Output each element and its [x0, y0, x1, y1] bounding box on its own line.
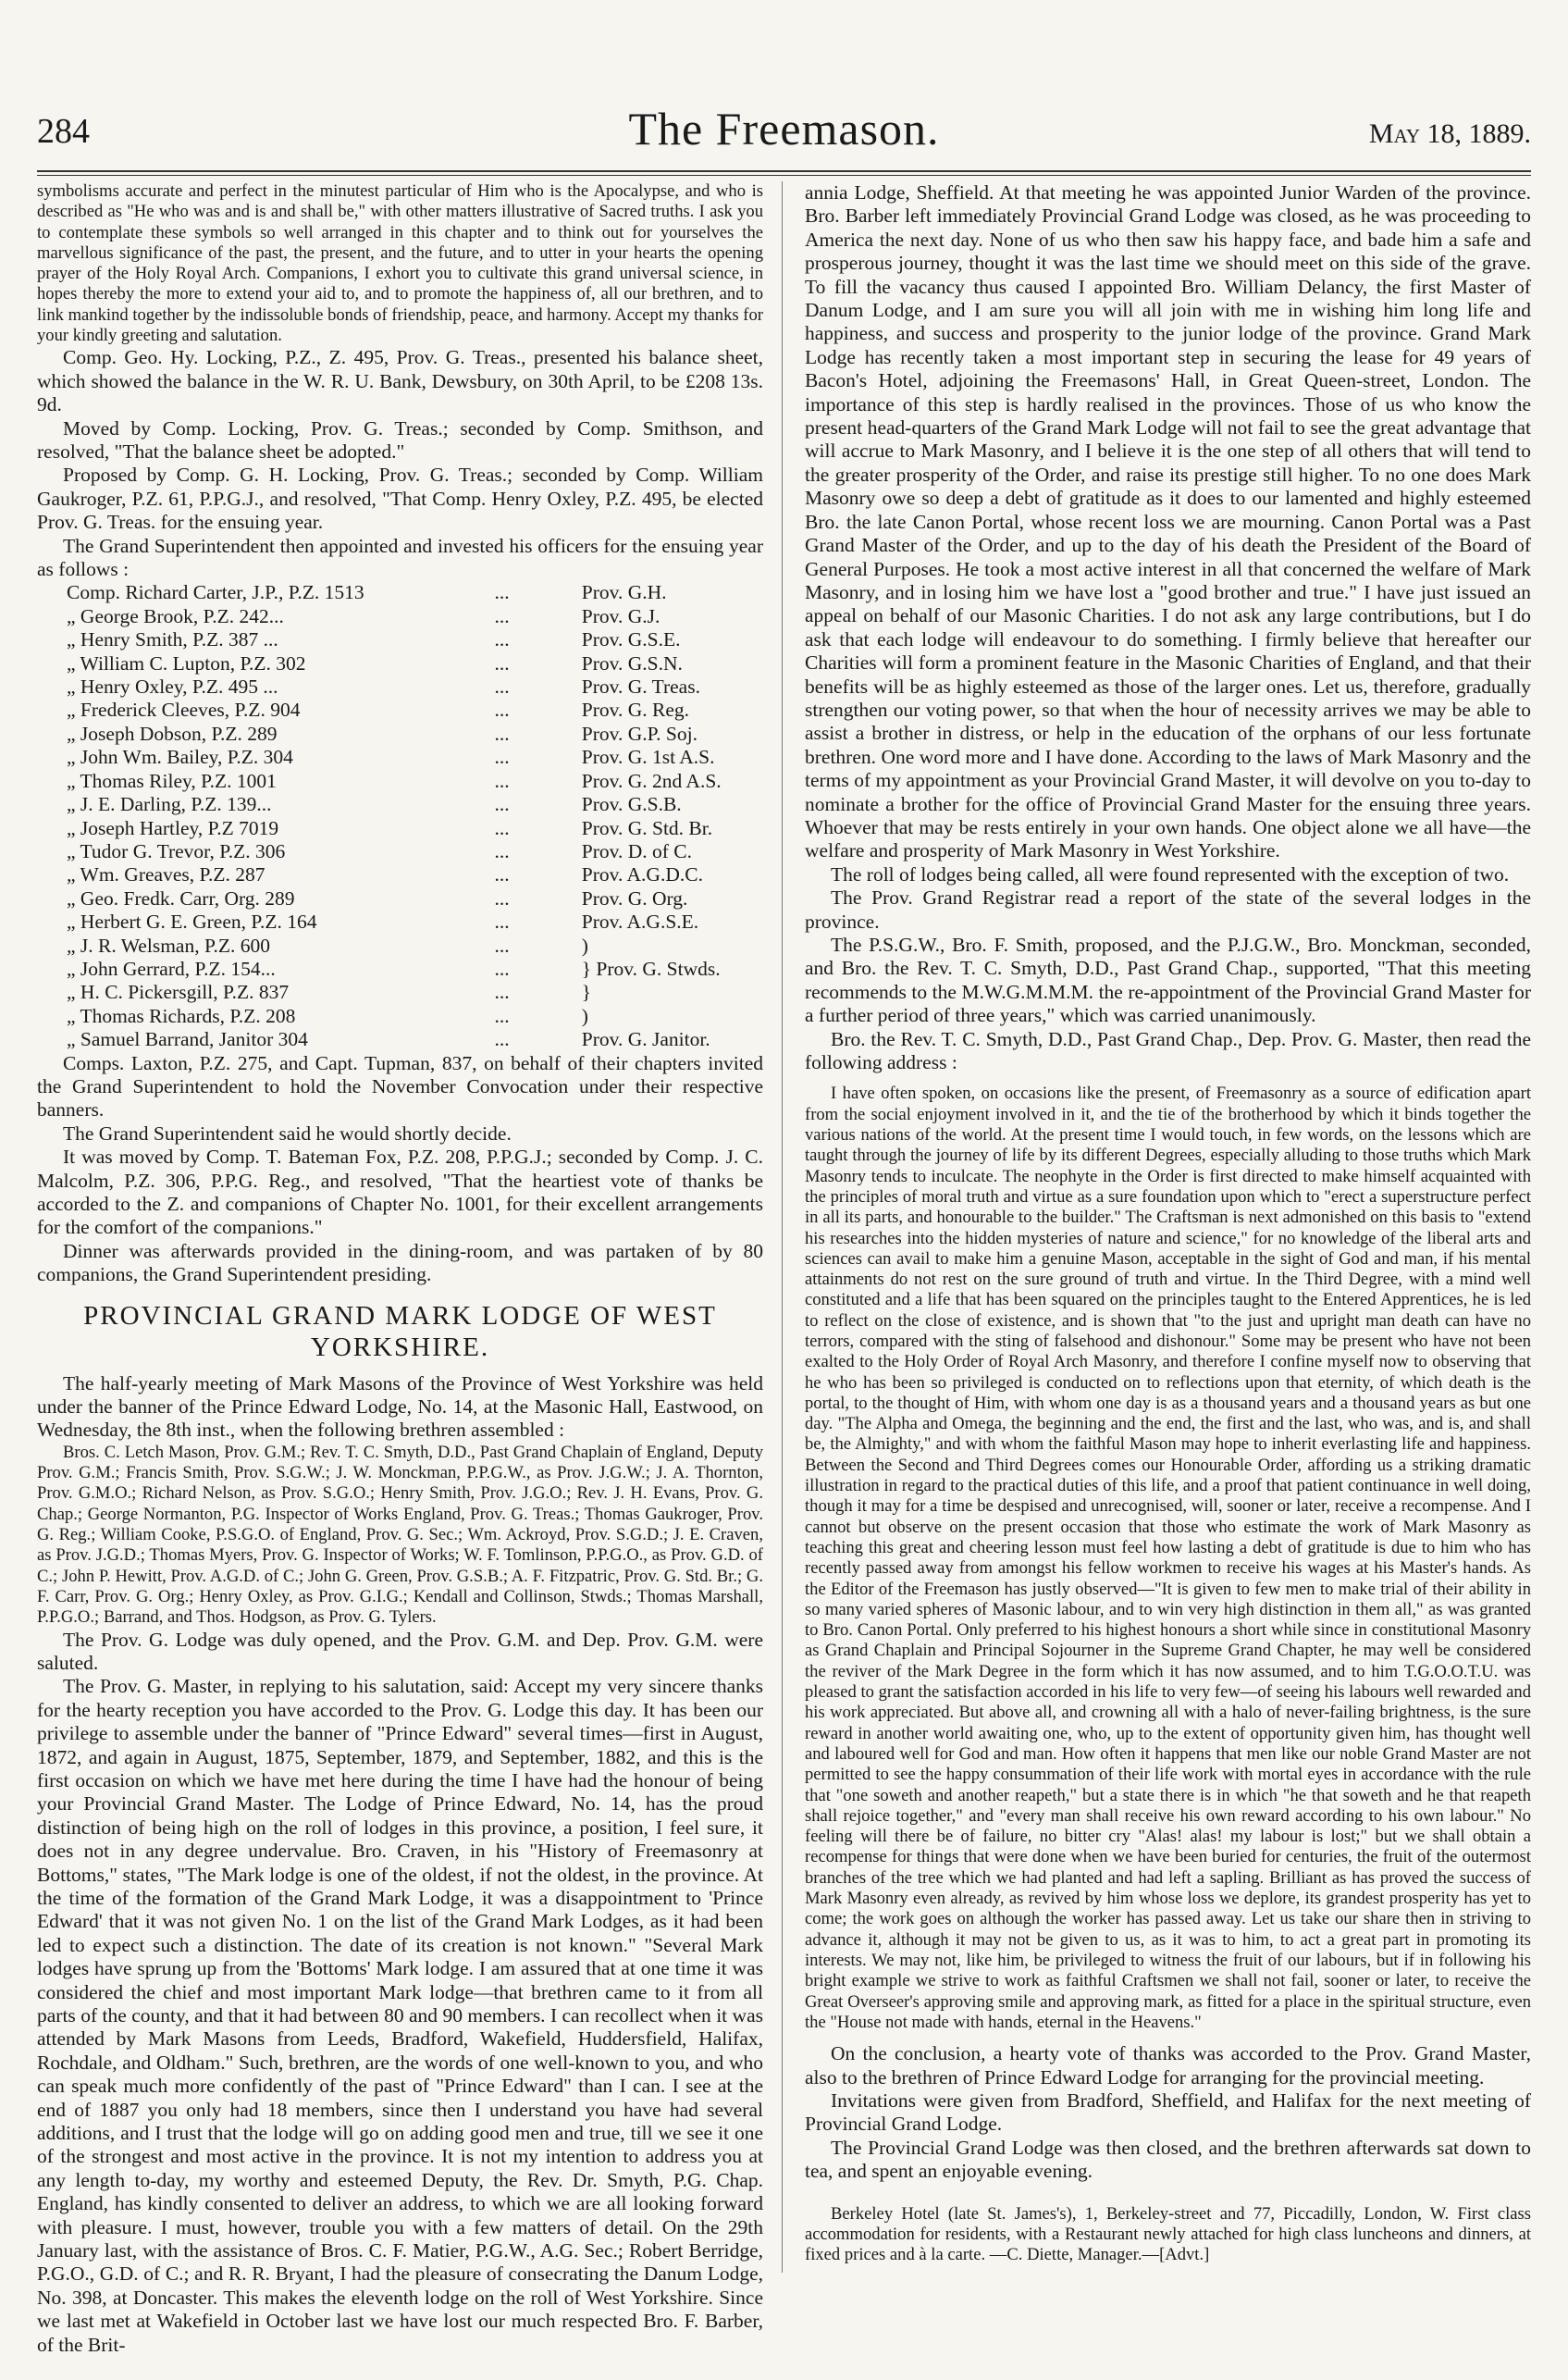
- officer-name: „ William C. Lupton, P.Z. 302: [67, 651, 306, 675]
- officer-name: „ Joseph Dobson, P.Z. 289: [67, 722, 278, 745]
- officer-row: [37, 793, 763, 816]
- right-column: [805, 181, 1531, 2265]
- officer-leader: ...: [494, 816, 510, 839]
- officer-name: „ John Gerrard, P.Z. 154...: [67, 957, 276, 980]
- officer-leader: ...: [494, 676, 510, 699]
- officer-office: } Prov. G. Stwds.: [581, 957, 721, 980]
- officer-leader: ...: [494, 934, 510, 957]
- paragraph: It was moved by Comp. T. Bateman Fox, P.Z. 208, P.P.G.J.; seconded by Comp. J. C. Malcolm, P.Z. 306, P.P.G. Reg., and resolved, "That the heartiest vote of thanks be accorded to the Z. and companions of Chapter No. 1001, for their excellent arrangements for the comfort of the companions.": [37, 1146, 763, 1239]
- officer-leader: ...: [494, 604, 510, 627]
- officer-leader: ...: [494, 722, 510, 745]
- officer-name: „ Geo. Fredk. Carr, Org. 289: [67, 886, 295, 910]
- officer-name: „ J. R. Welsman, P.Z. 600: [67, 934, 271, 957]
- header-rule-thin: [37, 175, 1531, 176]
- officer-row: [37, 723, 763, 746]
- officer-office: Prov. G. Janitor.: [581, 1028, 710, 1051]
- officer-office: Prov. G. Treas.: [581, 676, 700, 699]
- paragraph: The Prov. G. Master, in replying to his salutation, said: Accept my very sincere thanks for the hearty reception you have accorded to the Prov. G. Lodge this day. It has been our privilege to assemble under the banner of "Prince Edward" several times—first in August, 1872, and again in August, 1875, September, 1879, and September, 1882, and this is the first occasion on which we have met here during the time I have had the honour of being your Provincial Grand Master. The Lodge of Prince Edward, No. 14, has the proud distinction of being high on the roll of lodges in this province, a position, I feel sure, it does not in any degree undervalue. Bro. Craven, in his "History of Freemasonry at Bottoms," states, "The Mark lodge is one of the oldest, if not the oldest, in the province. At the time of the formation of the Grand Mark Lodge, it was a disappointment to 'Prince Edward' that it was not given No. 1 on the list of the Grand Mark Lodges, as it had been led to expect such a distinction. The date of its creation is not known." "Several Mark lodges have sprung up from the 'Bottoms' Mark lodge. I am assured that at one time it was considered the chief and most important Mark lodge—that brethren came to it from all parts of the county, and that it had between 80 and 90 members. I can recollect when it was attended by Mark Masons from Leeds, Bradford, Wakefield, Huddersfield, Halifax, Rochdale, and Oldham." Such, brethren, are the words of one well-known to you, and who can speak much more confidently of the past of "Prince Edward" than I can. I see at the end of 1887 you only had 18 members, since then I understand you have had several additions, and I trust that the lodge will go on adding good men and true, till we see it one of the strongest and most active in the province. It is not my intention to address you at any length to-day, my worthy and esteemed Deputy, the Rev. Dr. Smyth, P.G. Chap. England, has kindly consented to deliver an address, to which we are all looking forward with pleasure. I must, however, trouble you with a few matters of detail. On the 29th January last, with the assistance of Bros. C. F. Matier, P.G.W., A.G. Sec.; Robert Berridge, P.G.O., G.D. of C.; and R. R. Bryant, I had the pleasure of consecrating the Danum Lodge, No. 398, at Doncaster. This makes the eleventh lodge on the roll of West Yorkshire. Since we last met at Wakefield in October last we have lost our much respected Bro. F. Barber, of the Brit-: [37, 1675, 763, 2356]
- officer-row: [37, 1005, 763, 1028]
- paragraph: On the conclusion, a hearty vote of thanks was accorded to the Prov. Grand Master, also to the brethren of Prince Edward Lodge for arranging for the provincial meeting.: [805, 2042, 1531, 2089]
- page-number: 284: [37, 112, 90, 151]
- intro-text: symbolisms accurate and perfect in the minutest particular of Him who is the Apocalypse, and who is described as "He who was and is and shall be," with other matters illustrative of Sacred truths. I ask you to contemplate these symbols so well arranged in this chapter and to think out for yourselves the marvellous significance of the past, the present, and the future, and to utter in your hearts the opening prayer of the Holy Royal Arch. Companions, I exhort you to cultivate this grand universal science, in hopes thereby the more to extend your aid to, and to promote the happiness of, all our brethren, and to link mankind together by the indissoluble bonds of friendship, peace, and harmony. Accept my thanks for your kindly greeting and salutation.: [37, 181, 763, 346]
- officer-leader: ...: [494, 863, 510, 886]
- paragraph: Bro. the Rev. T. C. Smyth, D.D., Past Grand Chap., Dep. Prov. G. Master, then read the following address :: [805, 1027, 1531, 1074]
- officer-name: „ Frederick Cleeves, P.Z. 904: [67, 699, 301, 722]
- issue-date: May 18, 1889.: [1368, 118, 1531, 149]
- paragraph: The half-yearly meeting of Mark Masons of the Province of West Yorkshire was held under the banner of the Prince Edward Lodge, No. 14, at the Masonic Hall, Eastwood, on Wednesday, the 8th inst., when the following brethren assembled :: [37, 1371, 763, 1442]
- officer-office: Prov. G. 1st A.S.: [581, 746, 715, 769]
- paragraph: Moved by Comp. Locking, Prov. G. Treas.; seconded by Comp. Smithson, and resolved, "That the balance sheet be adopted.": [37, 416, 763, 463]
- officer-office: Prov. G.J.: [581, 604, 661, 627]
- officer-office: Prov. G.S.N.: [581, 651, 683, 675]
- section-heading: PROVINCIAL GRAND MARK LODGE OF WEST YORKSHIRE.: [83, 1300, 717, 1362]
- officer-office: Prov. A.G.S.E.: [581, 911, 699, 934]
- officer-office: Prov. A.G.D.C.: [581, 863, 703, 886]
- officer-row: [37, 1028, 763, 1051]
- officer-office: Prov. G.P. Soj.: [581, 722, 698, 745]
- officer-leader: ...: [494, 628, 510, 651]
- officer-row: [37, 935, 763, 958]
- officer-leader: ...: [494, 793, 510, 816]
- officer-office: Prov. G.S.E.: [581, 628, 681, 651]
- officer-office: Prov. G. Reg.: [581, 699, 689, 722]
- paragraph: The Prov. Grand Registrar read a report of the state of the several lodges in the province.: [805, 886, 1531, 933]
- address-text: I have often spoken, on occasions like the present, of Freemasonry as a source of edification apart from the social enjoyment involved in it, and the tie of the brotherhood by which it binds together the various nations of the world. At the present time I would touch, in few words, on the lessons which are taught through the journey of life by its different Degrees, especially alluding to those truths which Mark Masonry tends to inculcate. The neophyte in the Order is first directed to make himself acquainted with the principles of moral truth and virtue as a sure foundation upon which to "erect a superstructure perfect in all its parts, and honourable to the builder." The Craftsman is next admonished on this basis to "extend his researches into the hidden mysteries of nature and science," for no knowledge of the liberal arts and sciences can avail to make him a genuine Mason, acceptable in the sight of God and man, if his mental attainments do not rest on the sure ground of truth and virtue. In the Third Degree, with a mind well constituted and a life that has been squared on the principles taught to the Entered Apprentices, he is led to reflect on the close of existence, and is shown that "to the just and upright man death can have no terrors, compared with the sting of falsehood and dishonour." Some may be present who have not been exalted to the Holy Order of Royal Arch Masonry, and therefore I confine myself now to observing that he who has been so privileged is conducted on to reflections upon that eternity, of which death is the portal, to the thought of Him, with whom one day is as a thousand years and a thousand years as but one day. "The Alpha and Omega, the beginning and the end, the first and the last, who was, and is, and shall be, the Almighty," and with whom the faithful Mason may hope to inherit everlasting life and happiness. Between the Second and Third Degrees comes our Honourable Order, affording us a striking dramatic illustration in regard to the practical duties of this life, and a proof that patient continuance in well doing, though it may for a time be despised and unrecognised, will, sooner or later, receive a recompense. And I cannot but observe on the present occasion that those who estimate the work of Mark Masonry as teaching this great and cheering lesson must feel how lasting a debt of gratitude is due to him who has recently passed away from amongst his fellow workmen to receive his wages at his Master's hands. As the Editor of the Freemason has justly observed—"It is given to few men to make trial of their ability in so many varied spheres of Masonic labour, and to win very high distinction in them all," as was granted to Bro. Canon Portal. Only preferred to his highest honours a short while since in constitutional Masonry as Grand Chaplain and Principal Sojourner in the Supreme Grand Chapter, he may well be considered the reviver of the Mark Degree in the form which it has now assumed, and to him T.G.O.O.T.U. was pleased to grant the satisfaction accorded in his life to very few—of seeing his labours well rewarded and his work appreciated. But above all, and crowning all with a halo of never-failing brightness, is the sure reward in another world awaiting one, who, up to the extent of opportunity given him, has thought well and laboured well for God and man. How often it happens that men like our noble Grand Master are not permitted to see the happy consummation of their life work with mortal eyes in accordance with the rule that "one soweth and another reapeth," but a state there is in which "he that soweth and he that reapeth shall rejoice together," and "every man shall receive his own reward according to his own labour." No feeling will there be of failure, no bitter cry "Alas! alas! my labour is lost;" but we shall obtain a recompense for things that were done when we have been buried for centuries, the fruit of the outermost branches of the tree which we had planted and had left a sapling. Brilliant as has proved the success of Mark Masonry even already, as revived by him whose loss we deplore, its grandest prosperity has yet to come; the work goes on although the worker has passed away. Let us take our share then in striving to advance it, although it may not be given to us, as it was to him, to act a great part in promoting its interests. We may not, like him, be privileged to witness the fruit of our labours, but if in following his bright example we strive to work as faithful Craftsmen we shall not fail, sooner or later, to receive the Great Overseer's approving smile and approving mark, as fitted for a place in the spiritual structure, even the "House not made with hands, eternal in the Heavens.": [805, 1084, 1531, 2032]
- page-header: [37, 102, 1531, 167]
- left-column: [37, 181, 763, 2356]
- paragraph: The Grand Superintendent said he would shortly decide.: [63, 1122, 512, 1145]
- officer-name: „ Thomas Riley, P.Z. 1001: [67, 769, 277, 792]
- attendees-list: Bros. C. Letch Mason, Prov. G.M.; Rev. T. C. Smyth, D.D., Past Grand Chaplain of England, Deputy Prov. G.M.; Francis Smith, Prov. S.G.W.; J. W. Monckman, P.P.G.W., as Prov. J.G.W.; J. A. Thornton, Prov. G.M.O.; Richard Nelson, as Prov. S.G.O.; Henry Smith, Prov. J.G.O.; Rev. J. H. Evans, Prov. G. Chap.; George Normanton, P.G. Inspector of Works England, Prov. G. Treas.; Thomas Gaukroger, Prov. G. Reg.; William Cooke, P.S.G.O. of England, Prov. G. Sec.; Wm. Ackroyd, Prov. S.G.D.; J. E. Craven, as Prov. J.G.D.; Thomas Myers, Prov. G. Inspector of Works; W. F. Tomlinson, P.P.G.O., as Prov. G.D. of C.; John P. Hewitt, Prov. A.G.D. of C.; John G. Green, Prov. G.S.B.; A. F. Fitzpatric, Prov. G. Std. Br.; G. F. Carr, Prov. G. Org.; Henry Oxley, as Prov. G.I.G.; Kendall and Collinson, Stwds.; Thomas Marshall, P.P.G.O.; Barrand, and Thos. Hodgson, as Prov. G. Tylers.: [37, 1442, 763, 1628]
- officer-leader: ...: [494, 699, 510, 722]
- paragraph: The Grand Superintendent then appointed and invested his officers for the ensuing year as follows :: [37, 534, 763, 581]
- paragraph: The Prov. G. Lodge was duly opened, and the Prov. G.M. and Dep. Prov. G.M. were saluted.: [37, 1628, 763, 1674]
- officer-leader: ...: [494, 886, 510, 910]
- officer-office: ): [581, 934, 588, 957]
- advertisement: Berkeley Hotel (late St. James's), 1, Berkeley-street and 77, Piccadilly, London, W. First class accommodation for residents, with a Restaurant newly attached for high class luncheons and dinners, at fixed prices and à la carte. —C. Diette, Manager.—[Advt.]: [805, 2203, 1531, 2265]
- officer-row: [37, 699, 763, 722]
- officer-row: [37, 628, 763, 651]
- officer-office: Prov. G.H.: [581, 581, 667, 604]
- officer-leader: ...: [494, 911, 510, 934]
- header-rule: [37, 170, 1531, 172]
- officer-name: „ Joseph Hartley, P.Z 7019: [67, 816, 279, 839]
- paragraph: Comps. Laxton, P.Z. 275, and Capt. Tupman, 837, on behalf of their chapters invited the Grand Superintendent to hold the November Convocation under their respective banners.: [37, 1051, 763, 1122]
- spacer: [805, 1074, 1531, 1084]
- officer-office: Prov. G.S.B.: [581, 793, 682, 816]
- officer-name: „ Henry Smith, P.Z. 387 ...: [67, 628, 278, 651]
- officer-row: [37, 840, 763, 863]
- paragraph: annia Lodge, Sheffield. At that meeting he was appointed Junior Warden of the province. Bro. Barber left immediately Provincial Grand Lodge was closed, as he was proceeding to America the next day. None of us who then saw his happy face, and bade him a safe and prosperous journey, thought it was the last time we should meet on this side of the grave. To fill the vacancy thus caused I appointed Bro. William Delancy, the first Master of Danum Lodge, and I am sure you will all join with me in wishing him long life and happiness, and success and prosperity to the junior lodge of the province. Grand Mark Lodge has recently taken a most important step in securing the lease for 49 years of Bacon's Hotel, adjoining the Freemasons' Hall, in Great Queen-street, London. The importance of this step is hardly realised in the provinces. Those of us who know the present head-quarters of the Grand Mark Lodge will not fail to see the great advantage that will accrue to Mark Masonry, and I believe it is the one step of all others that will tend to the greater prosperity of the Order, and raise its prestige still higher. To no one does Mark Masonry owe so deep a debt of gratitude as it does to our lamented and highly esteemed Bro. the late Canon Portal, whose recent loss we are mourning. Canon Portal was a Past Grand Master of the Order, and up to the day of his death the President of the Board of General Purposes. He took a most active interest in all that concerned the welfare of Mark Masonry, and in losing him we have lost a "good brother and true." I have just issued an appeal on behalf of our Masonic Charities. I do not ask any large contributions, but I do ask that each lodge will endeavour to do something. I firmly believe that hereafter our Charities will form a prominent feature in the Masonic Charities of England, and that their benefits will be as highly esteemed as those of the larger ones. Let us, therefore, gradually strengthen our voting power, so that when the hour of necessity arrives we may be able to assist a brother in distress, or help in the education of the orphans of our less fortunate brethren. One word more and I have done. According to the laws of Mark Masonry and the terms of my appointment as your Provincial Grand Master, it will devolve on you to-day to nominate a brother for the office of Provincial Grand Master for the ensuing three years. Whoever that may be rests entirely in your own hands. One object alone we all have—the welfare and prosperity of Mark Masonry in West Yorkshire.: [805, 181, 1531, 862]
- paragraph: The Provincial Grand Lodge was then closed, and the brethren afterwards sat down to tea, and spent an enjoyable evening.: [805, 2136, 1531, 2183]
- officer-name: Comp. Richard Carter, J.P., P.Z. 1513: [67, 581, 364, 604]
- officer-leader: ...: [494, 1004, 510, 1027]
- officer-office: Prov. G. 2nd A.S.: [581, 769, 722, 792]
- officer-office: Prov. D. of C.: [581, 839, 692, 862]
- column-divider: [782, 181, 783, 2273]
- officer-name: „ George Brook, P.Z. 242...: [67, 604, 284, 627]
- officer-row: [37, 581, 763, 604]
- officer-name: „ Tudor G. Trevor, P.Z. 306: [67, 839, 286, 862]
- officer-row: [37, 817, 763, 840]
- officer-row: [37, 958, 763, 981]
- officer-row: [37, 981, 763, 1004]
- officer-name: „ John Wm. Bailey, P.Z. 304: [67, 746, 293, 769]
- officer-name: „ Wm. Greaves, P.Z. 287: [67, 863, 265, 886]
- officer-office: }: [581, 981, 592, 1004]
- officer-row: [37, 770, 763, 793]
- officer-leader: ...: [494, 651, 510, 675]
- officer-leader: ...: [494, 769, 510, 792]
- officer-leader: ...: [494, 581, 510, 604]
- officer-leader: ...: [494, 1028, 510, 1051]
- officer-row: [37, 887, 763, 911]
- officer-row: [37, 863, 763, 886]
- paragraph: Proposed by Comp. G. H. Locking, Prov. G. Treas.; seconded by Comp. William Gaukroger, P.Z. 61, P.P.G.J., and resolved, "That Comp. Henry Oxley, P.Z. 495, be elected Prov. G. Treas. for the ensuing year.: [37, 464, 763, 534]
- spacer: [805, 2033, 1531, 2042]
- officer-row: [37, 911, 763, 934]
- officer-leader: ...: [494, 981, 510, 1004]
- officer-office: ): [581, 1004, 588, 1027]
- officer-office: Prov. G. Std. Br.: [581, 816, 713, 839]
- officer-leader: ...: [494, 746, 510, 769]
- officer-row: [37, 605, 763, 628]
- newspaper-title: The Freemason.: [628, 103, 940, 155]
- officer-office: Prov. G. Org.: [581, 886, 688, 910]
- officer-leader: ...: [494, 839, 510, 862]
- officers-table: [37, 581, 763, 1051]
- officer-name: „ Thomas Richards, P.Z. 208: [67, 1004, 296, 1027]
- officer-name: „ H. C. Pickersgill, P.Z. 837: [67, 981, 290, 1004]
- officer-leader: ...: [494, 957, 510, 980]
- paragraph: Invitations were given from Bradford, Sheffield, and Halifax for the next meeting of Provincial Grand Lodge.: [805, 2089, 1531, 2136]
- paragraph: The P.S.G.W., Bro. F. Smith, proposed, and the P.J.G.W., Bro. Monckman, seconded, and Bro. the Rev. T. C. Smyth, D.D., Past Grand Chap., supported, "That this meeting recommends to the M.W.G.M.M.M. the re-appointment of the Provincial Grand Master for a further period of three years," which was carried unanimously.: [805, 934, 1531, 1027]
- paragraph: Comp. Geo. Hy. Locking, P.Z., Z. 495, Prov. G. Treas., presented his balance sheet, which showed the balance in the W. R. U. Bank, Dewsbury, on 30th April, to be £208 13s. 9d.: [37, 346, 763, 416]
- officer-name: „ Henry Oxley, P.Z. 495 ...: [67, 676, 278, 699]
- paragraph: The roll of lodges being called, all were found represented with the exception of two.: [831, 862, 1510, 886]
- officer-name: „ Samuel Barrand, Janitor 304: [67, 1028, 308, 1051]
- officer-row: [37, 652, 763, 676]
- officer-name: „ J. E. Darling, P.Z. 139...: [67, 793, 272, 816]
- officer-name: „ Herbert G. E. Green, P.Z. 164: [67, 911, 317, 934]
- paragraph: Dinner was afterwards provided in the dining-room, and was partaken of by 80 companions, the Grand Superintendent presiding.: [37, 1239, 763, 1286]
- officer-row: [37, 746, 763, 769]
- officer-row: [37, 676, 763, 699]
